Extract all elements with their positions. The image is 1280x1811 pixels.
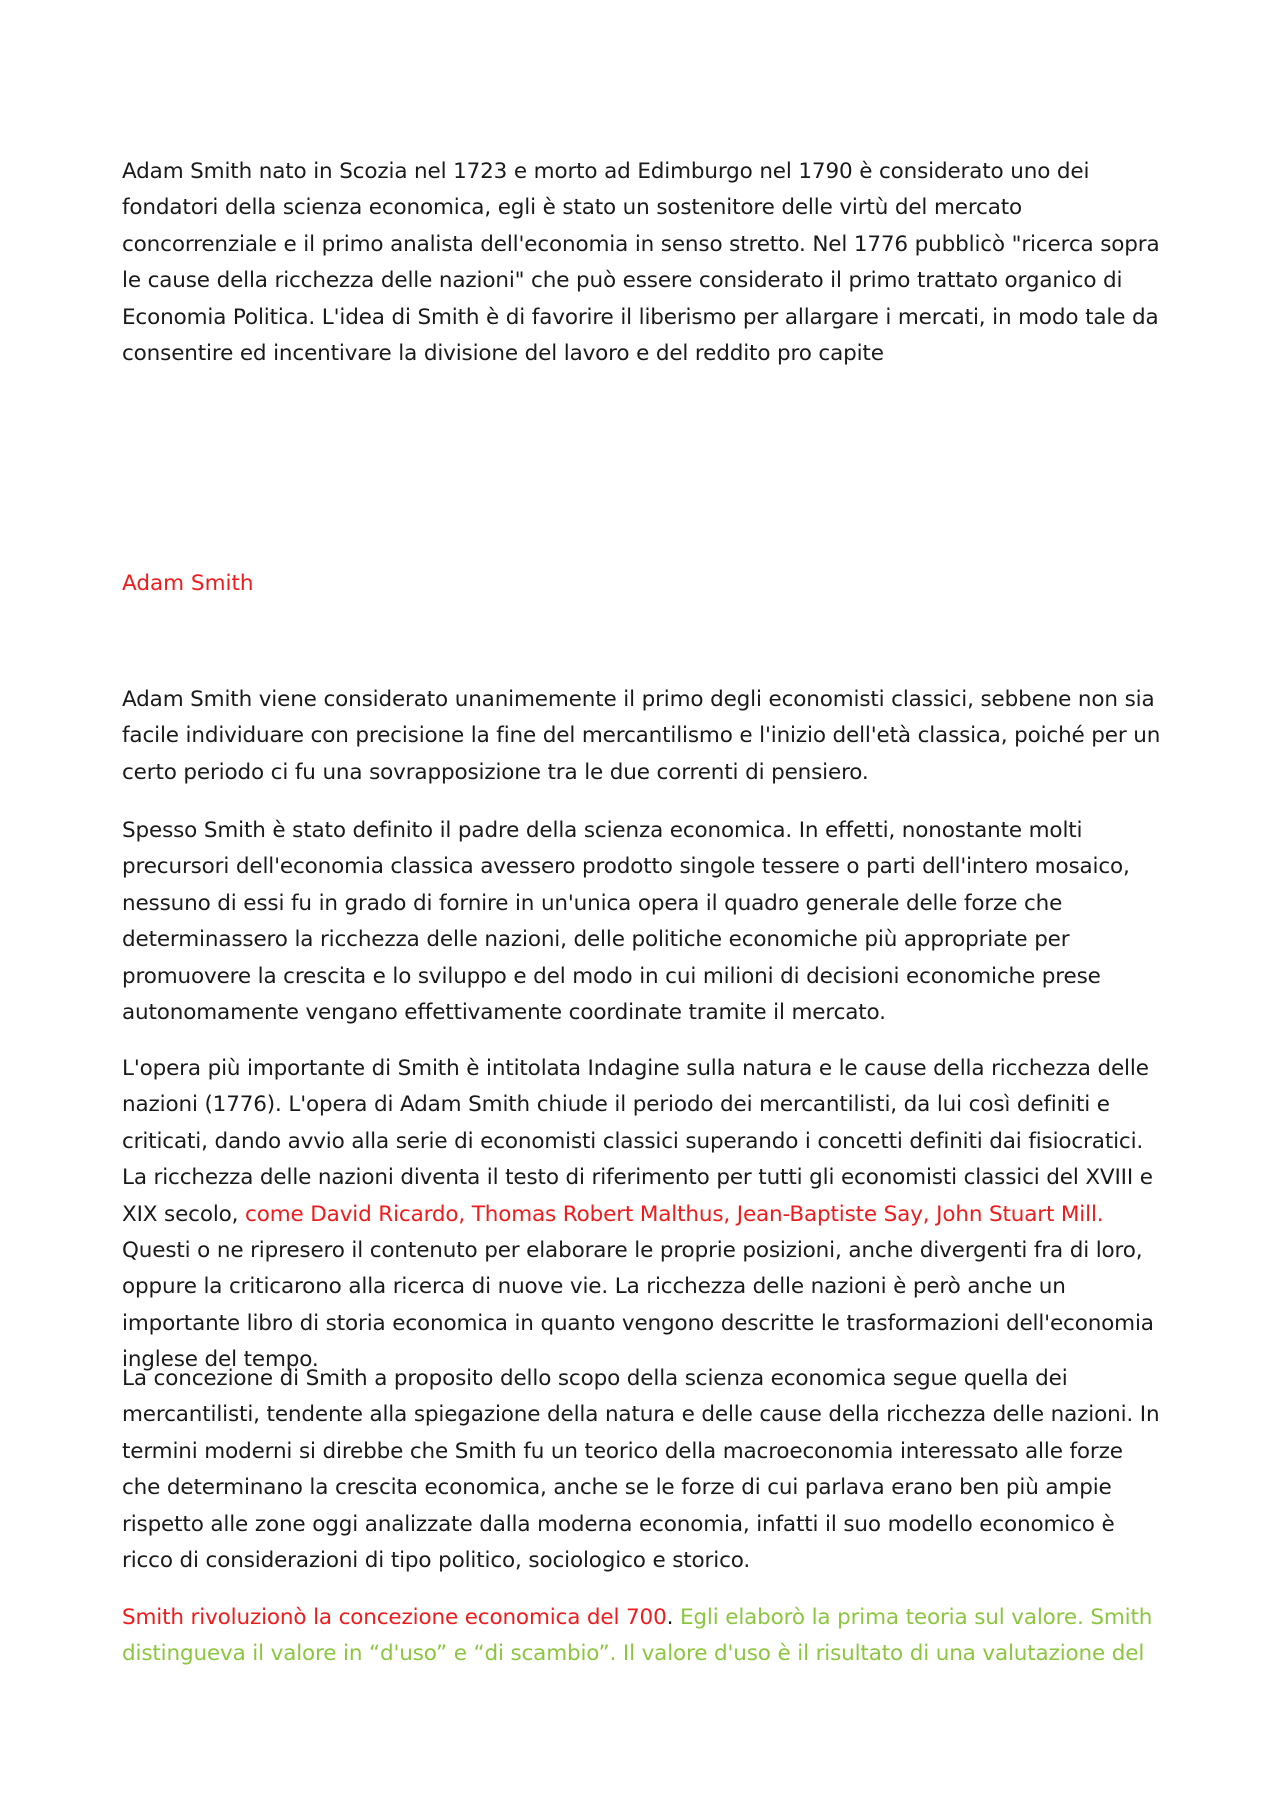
value-theory-highlight: Egli elaborò la prima teoria sul valore. Smith distingueva il valore in “d'uso” e “di scambio”. Il valore d'uso è il risultato di una valutazione del	[122, 1605, 1153, 1667]
paragraph-5-period: .	[666, 1605, 674, 1630]
paragraph-3	[122, 1051, 1167, 1379]
paragraph-3-text-start: L'opera più importante di Smith è intitolata Indagine sulla natura e le cause della ricchezza delle nazioni (1776). L'opera di Adam Smith chiude il periodo dei mercantilisti, da lui così definiti e criticati, dando avvio alla serie di economisti classici superando i concetti definiti dai fisiocratici. La ricchezza delle nazioni diventa il testo di riferimento per tutti gli economisti classici del XVIII e XIX secolo,	[122, 1056, 1153, 1227]
paragraph-5	[122, 1600, 1167, 1673]
paragraph-3-text-end: Questi o ne ripresero il contenuto per elaborare le proprie posizioni, anche divergenti fra di loro, oppure la criticarono alla ricerca di nuove vie. La ricchezza delle nazioni è però anche un importante libro di storia economica in quanto vengono descritte le trasformazioni dell'economia inglese del tempo.	[122, 1238, 1154, 1373]
economists-list-highlight: come David Ricardo, Thomas Robert Malthus, Jean-Baptiste Say, John Stuart Mill.	[245, 1201, 1104, 1227]
paragraph-1: Adam Smith viene considerato unanimemente il primo degli economisti classici, sebbene non sia facile individuare con precisione la fine del mercantilismo e l'inizio dell'età classica, poiché per un certo periodo ci fu una sovrapposizione tra le due correnti di pensiero.	[122, 687, 1161, 785]
intro-paragraph: Adam Smith nato in Scozia nel 1723 e morto ad Edimburgo nel 1790 è considerato uno dei fondatori della scienza economica, egli è stato un sostenitore delle virtù del mercato concorrenziale e il primo analista dell'economia in senso stretto. Nel 1776 pubblicò "ricerca sopra le cause della ricchezza delle nazioni" che può essere considerato il primo trattato organico di Economia Politica. L'idea di Smith è di favorire il liberismo per allargare i mercati, in modo tale da consentire ed incentivare la divisione del lavoro e del reddito pro capite	[122, 159, 1160, 367]
section-heading: Adam Smith	[122, 571, 254, 596]
paragraph-2: Spesso Smith è stato definito il padre della scienza economica. In effetti, nonostante molti precursori dell'economia classica avessero prodotto singole tessere o parti dell'intero mosaico, nessuno di essi fu in grado di fornire in un'unica opera il quadro generale delle forze che determinassero la ricchezza delle nazioni, delle politiche economiche più appropriate per promuovere la crescita e lo sviluppo e del modo in cui milioni di decisioni economiche prese autonomamente vengano effettivamente coordinate tramite il mercato.	[122, 818, 1130, 1026]
revolution-highlight: Smith rivoluzionò la concezione economica del 700	[122, 1605, 667, 1630]
paragraph-4: La concezione di Smith a proposito dello scopo della scienza economica segue quella dei mercantilisti, tendente alla spiegazione della natura e delle cause della ricchezza delle nazioni. In termini moderni si direbbe che Smith fu un teorico della macroeconomia interessato alle forze che determinano la crescita economica, anche se le forze di cui parlava erano ben più ampie rispetto alle zone oggi analizzate dalla moderna economia, infatti il suo modello economico è ricco di considerazioni di tipo politico, sociologico e storico.	[122, 1366, 1160, 1574]
